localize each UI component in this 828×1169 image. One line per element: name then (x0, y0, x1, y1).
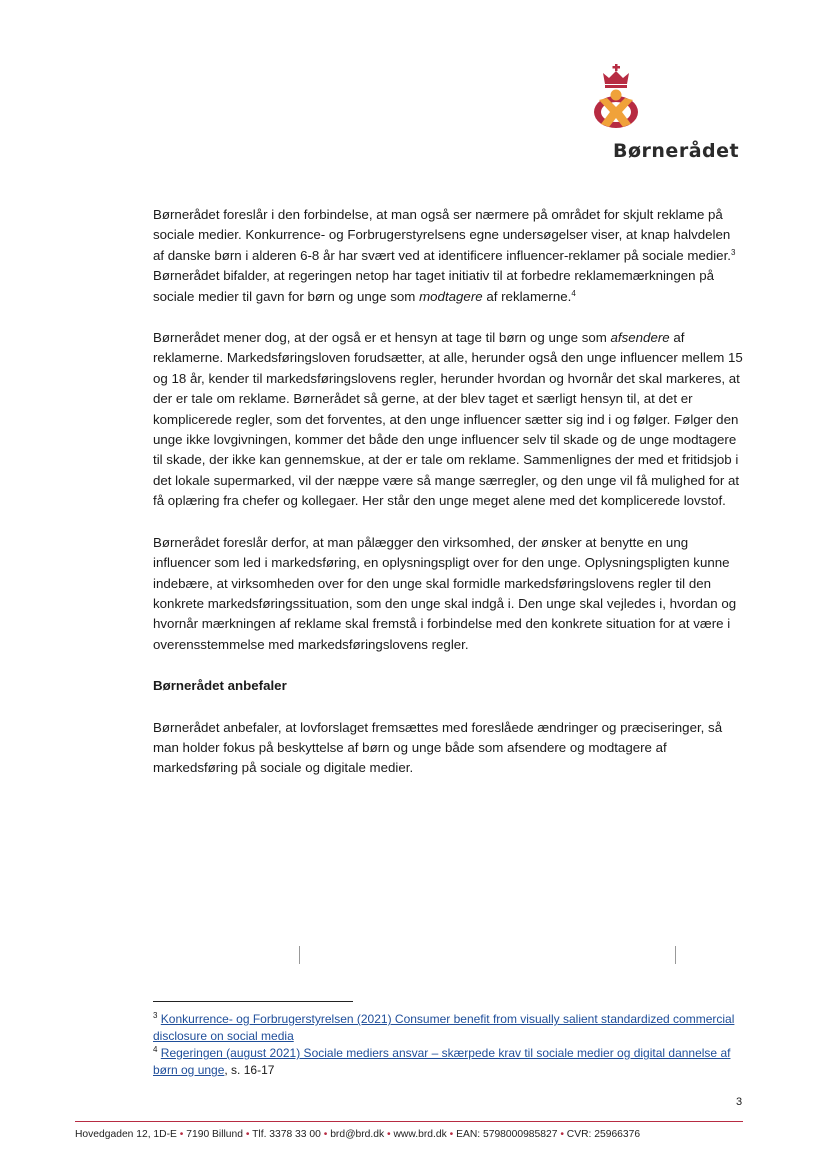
footnote-number: 3 (153, 1011, 158, 1020)
footer-ean: EAN: 5798000985827 (456, 1129, 558, 1140)
main-content (153, 205, 745, 800)
footer-address: Hovedgaden 12, 1D-E (75, 1129, 177, 1140)
paragraph-text: Børnerådet bifalder, at regeringen netop har taget initiativ til at forbedre reklamemærkningen på sociale medier til gavn for børn og unge som (153, 268, 715, 304)
footer-separator: • (323, 1129, 328, 1140)
footnote-suffix: , s. 16-17 (224, 1063, 275, 1077)
section-heading: Børnerådet anbefaler (153, 678, 287, 694)
footer-separator: • (560, 1129, 564, 1140)
footer (75, 1129, 743, 1140)
footnote-divider (153, 1001, 353, 1002)
footer-separator: • (245, 1129, 250, 1140)
footnote-link[interactable]: Konkurrence- og Forbrugerstyrelsen (2021) Consumer benefit from visually salient standardized commercial disclosure on social media (153, 1012, 735, 1043)
footer-divider (75, 1121, 743, 1122)
paragraph-3: Børnerådet foreslår derfor, at man pålægger den virksomhed, der ønsker at benytte en ung influencer som led i markedsføring, en oplysningspligt over for den unge. Oplysningspligten kunne indebære, at virksomheden over for den unge skal formidle markedsføringslovens regler til den konkrete markedsføringssituation, som den unge skal indgå i. Den unge skal vejledes i, hvordan og hvornår mærkningen af reklame skal fremstå i forbindelse med den konkrete situation for at være i overensstemmelse med markedsføringslovens regler. (153, 534, 737, 652)
footnote-number: 4 (153, 1045, 158, 1054)
footnote-link[interactable]: Regeringen (august 2021) Sociale mediers ansvar – skærpede krav til sociale medier og digital dannelse af børn og unge (153, 1046, 731, 1077)
paragraph-text: Børnerådet foreslår i den forbindelse, at man også ser nærmere på området for skjult reklame på sociale medier. Konkurrence- og Forbrugerstyrelsens egne undersøgelser viser, at knap halvdelen af danske børn i alderen 6-8 år har svært ved at identificere influencer-reklamer på sociale medier. (153, 207, 731, 263)
crown-emblem-icon (585, 60, 655, 135)
emphasis-text: afsendere (610, 330, 670, 346)
footer-separator: • (387, 1129, 391, 1140)
footnote-4 (153, 1045, 753, 1079)
logo-text: Børnerådet (613, 140, 740, 162)
footer-separator: • (179, 1129, 184, 1140)
emphasis-text: modtagere (419, 288, 483, 304)
paragraph-text: Børnerådet mener dog, at der også er et hensyn at tage til børn og unge som (153, 330, 611, 346)
page-number: 3 (736, 1096, 743, 1108)
paragraph-2 (153, 328, 745, 512)
footnote-ref: 4 (571, 288, 576, 298)
paragraph-text: af reklamerne. (482, 288, 572, 304)
footnote-ref: 3 (730, 247, 736, 257)
footer-separator: • (449, 1129, 454, 1140)
footer-city: 7190 Billund (186, 1129, 243, 1140)
footnote-3 (153, 1011, 753, 1045)
scan-mark (675, 946, 676, 964)
paragraph-text: af reklamerne. Markedsføringsloven forudsætter, at alle, herunder også den unge influencer mellem 15 og 18 år, kender til markedsføringslovens regler, herunder hvordan og hvornår det skal markeres, at der er tale om reklame. Børnerådet så gerne, at der blev taget et særligt hensyn til, at det er komplicerede regler, som det forventes, at den unge influencer sætter sig ind i og følger. Følger den unge ikke lovgivningen, kommer det både den unge influencer selv til skade og de unge modtagere til skade, der ikke kan gennemskue, at der er tale om reklame. Sammenlignes der med et fritidsjob i det lokale supermarked, vil der næppe være så mange særregler, og den unge vil få mulighed for at få oplæring fra chefer og kollegaer. Her står den unge meget alene med det komplicerede lovstof. (153, 330, 743, 509)
boernerаdet-logo (575, 60, 755, 170)
footer-email: brd@brd.dk (330, 1129, 385, 1140)
footnotes (153, 1011, 753, 1079)
footer-phone: Tlf. 3378 33 00 (252, 1129, 321, 1140)
paragraph-4: Børnerådet anbefaler, at lovforslaget fremsættes med foreslåede ændringer og præciseringer, så man holder fokus på beskyttelse af børn og unge både som afsendere og modtagere af markedsføring på sociale og digitale medier. (153, 719, 723, 776)
scan-mark (299, 946, 300, 964)
footer-cvr: CVR: 25966376 (566, 1129, 641, 1140)
paragraph-1 (153, 205, 745, 307)
footer-web: www.brd.dk (393, 1129, 447, 1140)
